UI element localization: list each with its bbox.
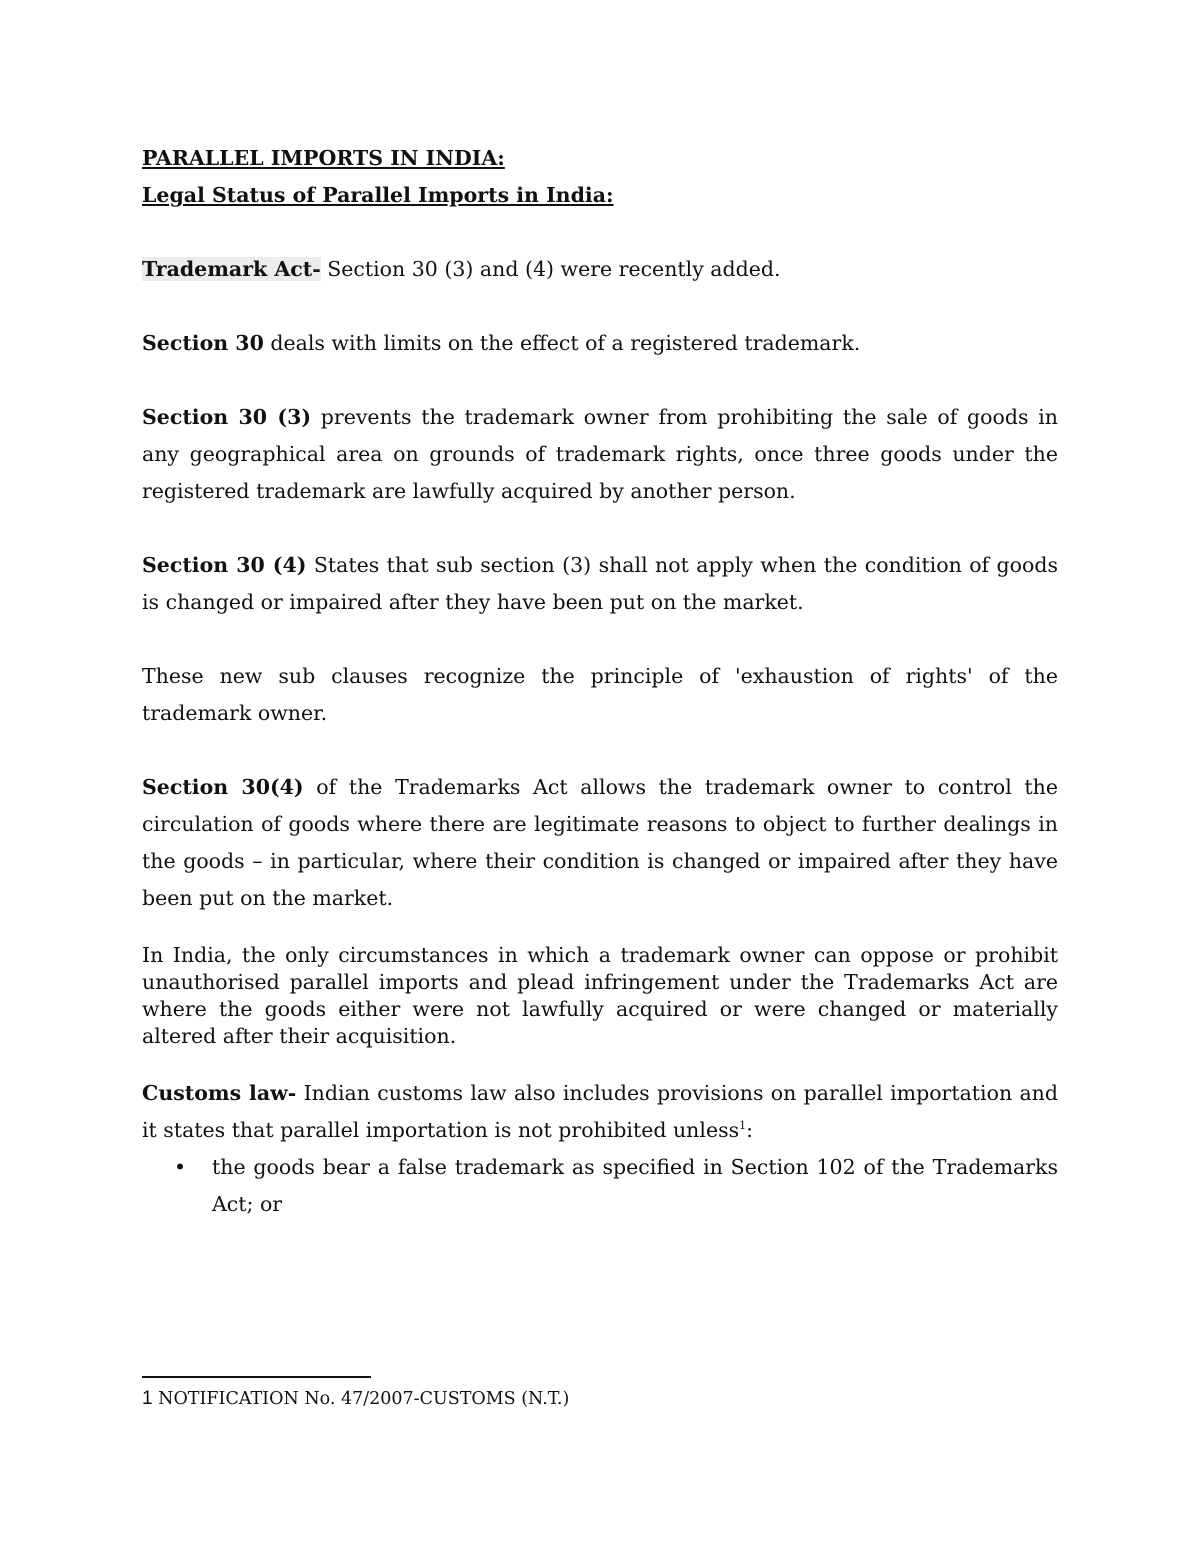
footnote <box>142 1385 569 1413</box>
footnote-text: NOTIFICATION No. 47/2007-CUSTOMS (N.T.) <box>152 1389 570 1409</box>
document-body <box>142 140 1058 1223</box>
section-30-3-text: prevents the trademark owner from prohibiting the sale of goods in any geographical area on grounds of trademark rights, once three goods under the registered trademark are lawfully acquired by another person. <box>142 405 1058 503</box>
section-30-label: Section 30 <box>142 331 264 355</box>
list-item <box>142 1149 1058 1223</box>
section-30-4-text: States that sub section (3) shall not apply when the condition of goods is changed or impaired after they have been put on the market. <box>142 553 1058 614</box>
section-30-4-control-paragraph <box>142 769 1058 917</box>
footnote-number: 1 <box>142 1388 153 1409</box>
section-30-4-control-label: Section 30(4) <box>142 775 304 799</box>
document-title: PARALLEL IMPORTS IN INDIA: <box>142 146 505 170</box>
customs-law-label: Customs law- <box>142 1081 297 1105</box>
trademark-act-paragraph <box>142 251 1058 288</box>
footnote-separator <box>142 1376 371 1378</box>
footnote-reference[interactable]: 1 <box>739 1119 747 1133</box>
customs-law-text: Indian customs law also includes provisions on parallel importation and it states that parallel importation is not prohibited unless <box>142 1081 1058 1142</box>
bullet-text: the goods bear a false trademark as specified in Section 102 of the Trademarks Act; or <box>212 1155 1058 1216</box>
section-30-4-paragraph <box>142 547 1058 621</box>
document-subtitle: Legal Status of Parallel Imports in India: <box>142 183 614 207</box>
section-30-3-label: Section 30 (3) <box>142 405 312 429</box>
section-30-4-control-text: of the Trademarks Act allows the trademark owner to control the circulation of goods where there are legitimate reasons to object to further dealings in the goods – in particular, where their condition is changed or impaired after they have been put on the market. <box>142 775 1058 910</box>
india-circumstances-paragraph: In India, the only circumstances in which a trademark owner can oppose or prohibit unauthorised parallel imports and plead infringement under the Trademarks Act are where the goods either were not lawfully acquired or were changed or materially altered after their acquisition. <box>142 943 1058 1048</box>
exhaustion-paragraph: These new sub clauses recognize the principle of 'exhaustion of rights' of the trademark owner. <box>142 664 1058 725</box>
section-30-text: deals with limits on the effect of a registered trademark. <box>263 331 861 355</box>
trademark-act-text: Section 30 (3) and (4) were recently added. <box>320 257 781 281</box>
trademark-act-label: Trademark Act- <box>142 257 321 281</box>
bullet-list <box>142 1149 1058 1223</box>
section-30-4-label: Section 30 (4) <box>142 553 307 577</box>
section-30-paragraph <box>142 325 1058 362</box>
customs-law-suffix: : <box>746 1118 754 1142</box>
section-30-3-paragraph <box>142 399 1058 510</box>
customs-law-paragraph <box>142 1075 1058 1149</box>
bullet-icon: • <box>174 1155 187 1179</box>
